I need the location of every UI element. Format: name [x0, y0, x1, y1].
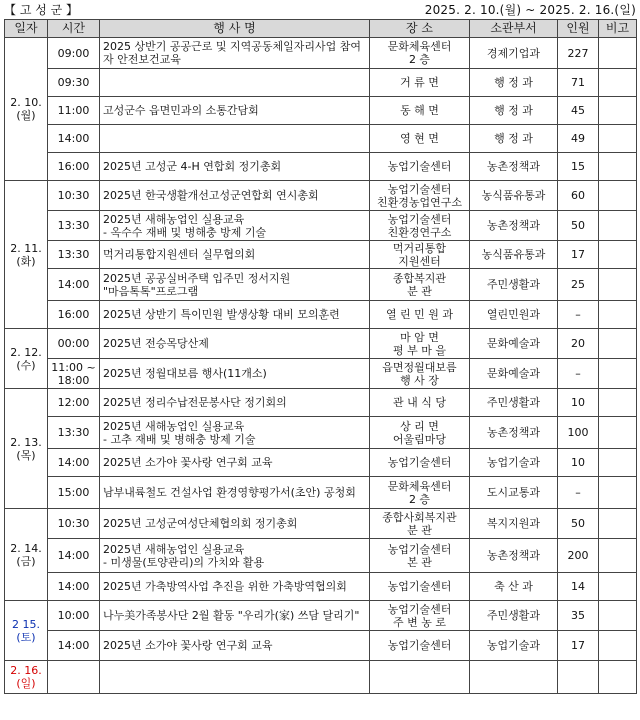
place-text: 상 리 면 어울림마당 — [392, 419, 447, 446]
place-text: 먹거리통합 지원센터 — [392, 241, 447, 268]
place-text: 동 해 면 — [400, 104, 439, 117]
event-name-cell — [100, 601, 370, 631]
place-cell — [370, 329, 470, 359]
department-cell — [470, 417, 558, 449]
table-row — [5, 359, 637, 389]
date-label: 2. 11. (화) — [10, 241, 42, 268]
note-cell — [599, 661, 637, 694]
attendees-cell — [558, 329, 599, 359]
department-text: 경제기업과 — [486, 46, 541, 60]
department-cell — [470, 329, 558, 359]
event-name-cell — [100, 301, 370, 329]
col-header-place: 장 소 — [370, 20, 470, 38]
place-cell — [370, 211, 470, 241]
event-name-text: 2025년 정월대보름 행사(11개소) — [103, 367, 267, 380]
department-text: 축 산 과 — [494, 580, 533, 593]
time-text: 13:30 — [57, 248, 90, 261]
header-row — [5, 20, 637, 38]
place-cell — [370, 661, 470, 694]
attendees-text: 10 — [571, 396, 585, 409]
time-cell — [48, 539, 100, 573]
date-cell — [5, 329, 48, 389]
note-cell — [599, 539, 637, 573]
table-row — [5, 477, 637, 509]
note-cell — [599, 631, 637, 661]
attendees-cell — [558, 97, 599, 125]
time-cell — [48, 661, 100, 694]
table-row — [5, 631, 637, 661]
attendees-text: 14 — [571, 580, 585, 593]
department-cell — [470, 661, 558, 694]
time-cell — [48, 573, 100, 601]
attendees-cell — [558, 211, 599, 241]
date-cell — [5, 38, 48, 181]
attendees-text: 15 — [571, 160, 585, 173]
note-cell — [599, 69, 637, 97]
table-row — [5, 38, 637, 69]
department-cell — [470, 601, 558, 631]
time-text: 14:00 — [57, 580, 90, 593]
note-cell — [599, 329, 637, 359]
col-header-event: 행 사 명 — [100, 20, 370, 38]
date-cell — [5, 601, 48, 661]
department-cell — [470, 241, 558, 269]
event-name-text: 2025년 소가야 꽃사랑 연구회 교육 — [103, 639, 273, 652]
table-row — [5, 301, 637, 329]
table-row — [5, 269, 637, 301]
time-cell — [48, 241, 100, 269]
event-name-cell — [100, 125, 370, 153]
table-row — [5, 573, 637, 601]
event-name-text: 2025년 새해농업인 실용교육 - 미생물(토양관리)의 가치와 활용 — [103, 542, 265, 569]
org-title: 【 고 성 군 】 — [4, 3, 79, 17]
place-text: 농업기술센터 — [387, 580, 452, 593]
place-cell — [370, 153, 470, 181]
date-range: 2025. 2. 10.(월) ~ 2025. 2. 16.(일) — [424, 3, 636, 17]
time-cell — [48, 417, 100, 449]
place-cell — [370, 38, 470, 69]
time-text: 11:00 ~ 18:00 — [51, 360, 96, 387]
event-name-text: 2025년 소가야 꽃사랑 연구회 교육 — [103, 456, 273, 469]
place-cell — [370, 269, 470, 301]
department-cell — [470, 449, 558, 477]
attendees-text: 100 — [567, 426, 589, 439]
department-text: 농촌정책과 — [486, 160, 541, 173]
attendees-cell — [558, 509, 599, 539]
department-cell — [470, 359, 558, 389]
place-text: 농업기술센터 — [387, 456, 452, 469]
attendees-cell — [558, 539, 599, 573]
place-text: 영 현 면 — [400, 132, 439, 145]
schedule-table — [4, 19, 637, 694]
place-text: 농업기술센터 친환경농업연구소 — [376, 182, 462, 209]
place-text: 농업기술센터 주 변 농 로 — [387, 602, 452, 629]
time-cell — [48, 301, 100, 329]
attendees-text: 227 — [567, 46, 589, 60]
attendees-text: 20 — [571, 337, 585, 350]
place-text: 마 암 면 평 부 마 을 — [393, 330, 446, 357]
attendees-text: 71 — [571, 76, 585, 89]
attendees-cell — [558, 417, 599, 449]
time-text: 14:00 — [57, 278, 90, 291]
attendees-cell — [558, 389, 599, 417]
time-text: 14:00 — [57, 549, 90, 562]
place-cell — [370, 301, 470, 329]
date-cell — [5, 181, 48, 329]
attendees-text: 200 — [567, 549, 589, 562]
note-cell — [599, 38, 637, 69]
time-text: 16:00 — [57, 308, 90, 321]
place-text: 문화체육센터 2 층 — [387, 479, 452, 506]
event-name-text: 2025년 새해농업인 실용교육 - 고추 재배 및 병해충 방제 기술 — [103, 419, 256, 446]
date-cell — [5, 661, 48, 694]
note-cell — [599, 241, 637, 269]
event-name-text: 2025년 정리수납전문봉사단 정기회의 — [103, 396, 287, 409]
event-name-text: 나누美가족봉사단 2월 활동 "우리가(家) 쓰담 달리기" — [103, 609, 360, 622]
time-cell — [48, 181, 100, 211]
department-cell — [470, 631, 558, 661]
department-text: 농촌정책과 — [486, 426, 541, 439]
department-cell — [470, 38, 558, 69]
time-text: 14:00 — [57, 132, 90, 145]
event-name-text: 2025년 한국생활개선고성군연합회 연시총회 — [103, 189, 319, 202]
table-row — [5, 601, 637, 631]
department-text: 농촌정책과 — [486, 219, 541, 232]
event-name-text: 2025년 새해농업인 실용교육 - 옥수수 재배 및 병해충 방제 기술 — [103, 212, 267, 239]
place-cell — [370, 241, 470, 269]
attendees-text: – — [575, 367, 581, 380]
time-cell — [48, 38, 100, 69]
table-row — [5, 211, 637, 241]
attendees-text: 35 — [571, 609, 585, 622]
event-name-cell — [100, 211, 370, 241]
place-text: 농업기술센터 — [387, 639, 452, 652]
department-text: 열린민원과 — [486, 308, 541, 321]
attendees-text: 45 — [571, 104, 585, 117]
attendees-cell — [558, 269, 599, 301]
table-row — [5, 509, 637, 539]
place-text: 관 내 식 당 — [393, 396, 446, 409]
department-cell — [470, 269, 558, 301]
department-text: 행 정 과 — [494, 104, 533, 117]
department-text: 농식품유통과 — [481, 248, 546, 261]
table-row — [5, 329, 637, 359]
date-label: 2. 13. (목) — [10, 435, 42, 462]
attendees-cell — [558, 69, 599, 97]
event-name-cell — [100, 97, 370, 125]
department-text: 문화예술과 — [486, 367, 541, 380]
event-name-cell — [100, 573, 370, 601]
place-text: 농업기술센터 친환경연구소 — [387, 212, 452, 239]
place-text: 문화체육센터 2 층 — [387, 40, 452, 66]
place-cell — [370, 477, 470, 509]
event-name-cell — [100, 389, 370, 417]
department-cell — [470, 211, 558, 241]
time-text: 15:00 — [57, 486, 90, 499]
event-name-text: 2025년 고성군 4-H 연합회 정기총회 — [103, 160, 282, 173]
date-cell — [5, 389, 48, 509]
department-cell — [470, 69, 558, 97]
note-cell — [599, 449, 637, 477]
attendees-cell — [558, 38, 599, 69]
attendees-cell — [558, 359, 599, 389]
col-header-people: 인원 — [558, 20, 599, 38]
department-text: 주민생활과 — [486, 609, 541, 622]
table-row — [5, 69, 637, 97]
table-row — [5, 661, 637, 694]
event-name-text: 2025년 전승목당산제 — [103, 337, 209, 350]
time-cell — [48, 211, 100, 241]
date-label: 2. 14. (금) — [10, 541, 42, 568]
time-cell — [48, 389, 100, 417]
time-text: 00:00 — [57, 337, 90, 350]
attendees-text: 49 — [571, 132, 585, 145]
time-text: 12:00 — [57, 396, 90, 409]
event-name-cell — [100, 359, 370, 389]
event-name-text: 먹거리통합지원센터 실무협의회 — [103, 248, 256, 261]
table-row — [5, 125, 637, 153]
time-cell — [48, 631, 100, 661]
note-cell — [599, 97, 637, 125]
event-name-cell — [100, 269, 370, 301]
place-cell — [370, 389, 470, 417]
department-text: 행 정 과 — [494, 76, 533, 89]
time-cell — [48, 329, 100, 359]
note-cell — [599, 125, 637, 153]
event-name-cell — [100, 417, 370, 449]
time-text: 09:30 — [57, 76, 90, 89]
attendees-cell — [558, 477, 599, 509]
time-cell — [48, 269, 100, 301]
department-cell — [470, 97, 558, 125]
place-text: 종합복지관 분 관 — [392, 271, 447, 298]
department-cell — [470, 389, 558, 417]
place-cell — [370, 69, 470, 97]
note-cell — [599, 601, 637, 631]
place-cell — [370, 573, 470, 601]
col-header-dept: 소관부서 — [470, 20, 558, 38]
date-label: 2. 12. (수) — [10, 345, 42, 372]
date-label: 2 15. (토) — [12, 617, 40, 644]
time-cell — [48, 69, 100, 97]
event-name-cell — [100, 449, 370, 477]
department-text: 농식품유통과 — [481, 189, 546, 202]
note-cell — [599, 181, 637, 211]
attendees-cell — [558, 153, 599, 181]
attendees-text: – — [575, 308, 581, 321]
department-cell — [470, 301, 558, 329]
date-cell — [5, 509, 48, 601]
note-cell — [599, 389, 637, 417]
place-cell — [370, 359, 470, 389]
department-text: 농촌정책과 — [486, 549, 541, 562]
event-name-cell — [100, 539, 370, 573]
time-text: 10:30 — [57, 189, 90, 202]
attendees-cell — [558, 241, 599, 269]
department-cell — [470, 181, 558, 211]
col-header-note: 비고 — [599, 20, 637, 38]
date-label: 2. 16. (일) — [10, 664, 42, 690]
note-cell — [599, 211, 637, 241]
time-cell — [48, 359, 100, 389]
department-text: 농업기술과 — [486, 456, 541, 469]
place-cell — [370, 601, 470, 631]
time-text: 14:00 — [57, 639, 90, 652]
time-text: 13:30 — [57, 426, 90, 439]
event-name-cell — [100, 69, 370, 97]
department-cell — [470, 153, 558, 181]
place-text: 농업기술센터 — [387, 160, 452, 173]
attendees-cell — [558, 181, 599, 211]
note-cell — [599, 153, 637, 181]
event-name-cell — [100, 661, 370, 694]
note-cell — [599, 417, 637, 449]
attendees-cell — [558, 601, 599, 631]
attendees-text: 25 — [571, 278, 585, 291]
attendees-cell — [558, 449, 599, 477]
table-row — [5, 97, 637, 125]
table-row — [5, 153, 637, 181]
table-row — [5, 449, 637, 477]
place-cell — [370, 417, 470, 449]
attendees-cell — [558, 631, 599, 661]
attendees-text: 17 — [571, 248, 585, 261]
event-name-cell — [100, 153, 370, 181]
place-text: 농업기술센터 본 관 — [387, 542, 452, 569]
department-text: 도시교통과 — [486, 486, 541, 499]
event-name-cell — [100, 477, 370, 509]
document-header — [0, 0, 640, 18]
note-cell — [599, 573, 637, 601]
attendees-text: 10 — [571, 456, 585, 469]
department-text: 행 정 과 — [494, 132, 533, 145]
note-cell — [599, 301, 637, 329]
place-cell — [370, 97, 470, 125]
event-name-text: 2025년 상반기 특이민원 발생상황 대비 모의훈련 — [103, 308, 340, 321]
time-text: 10:00 — [57, 609, 90, 622]
department-text: 농업기술과 — [486, 639, 541, 652]
department-text: 주민생활과 — [486, 396, 541, 409]
attendees-cell — [558, 301, 599, 329]
time-cell — [48, 153, 100, 181]
event-name-text: 2025년 고성군여성단체협의회 정기총회 — [103, 517, 298, 530]
time-cell — [48, 477, 100, 509]
time-cell — [48, 601, 100, 631]
department-cell — [470, 125, 558, 153]
event-name-text: 2025년 가축방역사업 추진을 위한 가축방역협의회 — [103, 580, 347, 593]
table-row — [5, 389, 637, 417]
note-cell — [599, 269, 637, 301]
attendees-cell — [558, 573, 599, 601]
time-text: 13:30 — [57, 219, 90, 232]
time-cell — [48, 97, 100, 125]
place-text: 거 류 면 — [400, 76, 439, 89]
event-name-text: 고성군수 읍면민과의 소통간담회 — [103, 104, 259, 117]
time-text: 09:00 — [57, 46, 90, 60]
department-text: 주민생활과 — [486, 278, 541, 291]
time-cell — [48, 125, 100, 153]
note-cell — [599, 509, 637, 539]
place-cell — [370, 125, 470, 153]
table-row — [5, 181, 637, 211]
place-cell — [370, 181, 470, 211]
table-row — [5, 417, 637, 449]
place-text: 읍면정월대보름 행 사 장 — [382, 360, 457, 387]
col-header-time: 시간 — [48, 20, 100, 38]
place-text: 열 린 민 원 과 — [385, 308, 454, 321]
note-cell — [599, 477, 637, 509]
time-text: 11:00 — [57, 104, 90, 117]
department-text: 문화예술과 — [486, 337, 541, 350]
time-cell — [48, 449, 100, 477]
department-cell — [470, 509, 558, 539]
place-cell — [370, 509, 470, 539]
note-cell — [599, 359, 637, 389]
table-row — [5, 539, 637, 573]
place-cell — [370, 449, 470, 477]
time-cell — [48, 509, 100, 539]
col-header-date: 일자 — [5, 20, 48, 38]
schedule-body — [5, 38, 637, 694]
event-name-cell — [100, 329, 370, 359]
attendees-text: 50 — [571, 219, 585, 232]
place-text: 종합사회복지관 분 관 — [382, 510, 457, 537]
event-name-cell — [100, 631, 370, 661]
place-cell — [370, 539, 470, 573]
department-cell — [470, 539, 558, 573]
event-name-cell — [100, 241, 370, 269]
department-cell — [470, 477, 558, 509]
event-name-cell — [100, 509, 370, 539]
attendees-text: 17 — [571, 639, 585, 652]
attendees-cell — [558, 661, 599, 694]
date-label: 2. 10. (월) — [10, 96, 42, 122]
attendees-cell — [558, 125, 599, 153]
attendees-text: – — [575, 486, 581, 499]
attendees-text: 60 — [571, 189, 585, 202]
attendees-text: 50 — [571, 517, 585, 530]
event-name-text: 남부내륙철도 건설사업 환경영향평가서(초안) 공청회 — [103, 486, 356, 499]
time-text: 10:30 — [57, 517, 90, 530]
event-name-text: 2025 상반기 공공근로 및 지역공동체일자리사업 참여자 안전보건교육 — [103, 40, 361, 66]
time-text: 14:00 — [57, 456, 90, 469]
place-cell — [370, 631, 470, 661]
event-name-text: 2025년 공공실버주택 입주민 정서지원 "마음톡톡"프로그램 — [103, 271, 291, 298]
department-cell — [470, 573, 558, 601]
table-row — [5, 241, 637, 269]
department-text: 복지지원과 — [486, 517, 541, 530]
time-text: 16:00 — [57, 160, 90, 173]
event-name-cell — [100, 181, 370, 211]
event-name-cell — [100, 38, 370, 69]
